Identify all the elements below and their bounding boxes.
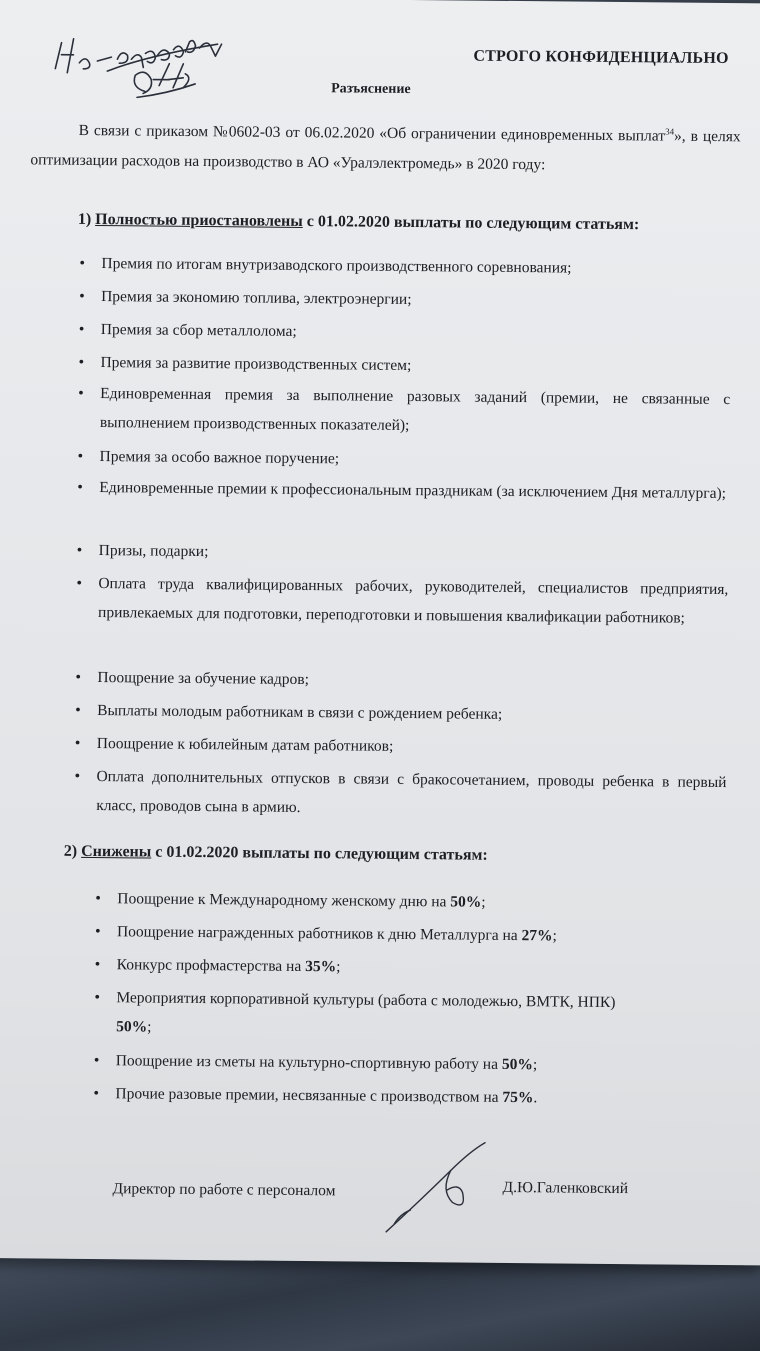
list-item: • Премия за развитие производственных систем; bbox=[100, 348, 730, 383]
section-2-heading bbox=[64, 843, 488, 865]
document-title: Разъяснение bbox=[331, 81, 411, 98]
list-item: • Поощрение награжденных работников к дню Металлурга на 27%; bbox=[117, 917, 737, 952]
list-item: • Призы, подарки; bbox=[99, 536, 729, 571]
section-1-rest: с 01.02.2020 выплаты по следующим статьям: bbox=[302, 212, 640, 234]
list-item: • Выплаты молодым работникам в связи с рождением ребенка; bbox=[97, 696, 727, 731]
list-item: • Премия за сбор металлолома; bbox=[101, 315, 731, 350]
list-item: • Единовременные премии к профессиональным праздникам (за исключением Дня металлурга); bbox=[99, 473, 729, 508]
list-item: • Оплата дополнительных отпусков в связи с бракосочетанием, проводы ребенка в первый класс, проводов сына в армию. bbox=[96, 762, 727, 826]
intro-paragraph bbox=[30, 110, 741, 182]
list-item: • Поощрение к Международному женскому дню на 50%; bbox=[117, 884, 737, 919]
list-item: • Прочие разовые премии, несвязанные с производством на 75%. bbox=[115, 1079, 735, 1114]
handwritten-note-icon bbox=[49, 25, 230, 117]
intro-footnote: 34 bbox=[665, 126, 675, 137]
list-item: • Мероприятия корпоративной культуры (работа с молодежью, ВМТК, НПК) 50%; bbox=[116, 983, 737, 1047]
section-1-heading bbox=[78, 211, 640, 234]
section-1-underlined: Полностью приостановлены bbox=[95, 210, 303, 230]
intro-text-end: », в целях оптимизации расходов на производство в АО «Уралэлектромедь» в 2020 году: bbox=[30, 127, 741, 174]
list-item: • Конкурс профмастерства на 35%; bbox=[117, 950, 737, 985]
list-item: • Поощрение из сметы на культурно-спортивную работу на 50%; bbox=[116, 1046, 736, 1081]
list-item: • Единовременная премия за выполнение разовых заданий (премии, не связанные с выполнением производственных показателей); bbox=[100, 379, 731, 443]
section-1-list bbox=[96, 249, 742, 816]
section-2-number: 2) bbox=[63, 842, 82, 860]
signature-icon bbox=[380, 1140, 501, 1241]
section-2-underlined: Снижены bbox=[81, 842, 152, 861]
signatory-title: Директор по работе с персоналом bbox=[112, 1180, 336, 1200]
section-2-list bbox=[115, 884, 747, 1107]
list-item: • Оплата труда квалифицированных рабочих, руководителей, специалистов предприятия, привлекаемых для подготовки, переподготовки и повышения квалификации работников; bbox=[98, 569, 729, 633]
section-1-number: 1) bbox=[77, 210, 96, 228]
list-item: • Поощрение к юбилейным датам работников; bbox=[97, 729, 727, 764]
list-item: • Премия за экономию топлива, электроэнергии; bbox=[101, 282, 731, 317]
intro-text-start: В связи с приказом №0602-03 от 06.02.2020 «Об ограничении единовременных выплат bbox=[78, 121, 666, 145]
list-item: • Премия по итогам внутризаводского производственного соревнования; bbox=[101, 249, 731, 284]
section-2-rest: с 01.02.2020 выплаты по следующим статьям: bbox=[151, 843, 488, 864]
signatory-name: Д.Ю.Галенковский bbox=[502, 1178, 629, 1198]
confidential-stamp-text: СТРОГО КОНФИДЕНЦИАЛЬНО bbox=[473, 47, 729, 68]
list-item: • Поощрение за обучение кадров; bbox=[97, 663, 727, 698]
list-item: • Премия за особо важное поручение; bbox=[99, 442, 729, 477]
